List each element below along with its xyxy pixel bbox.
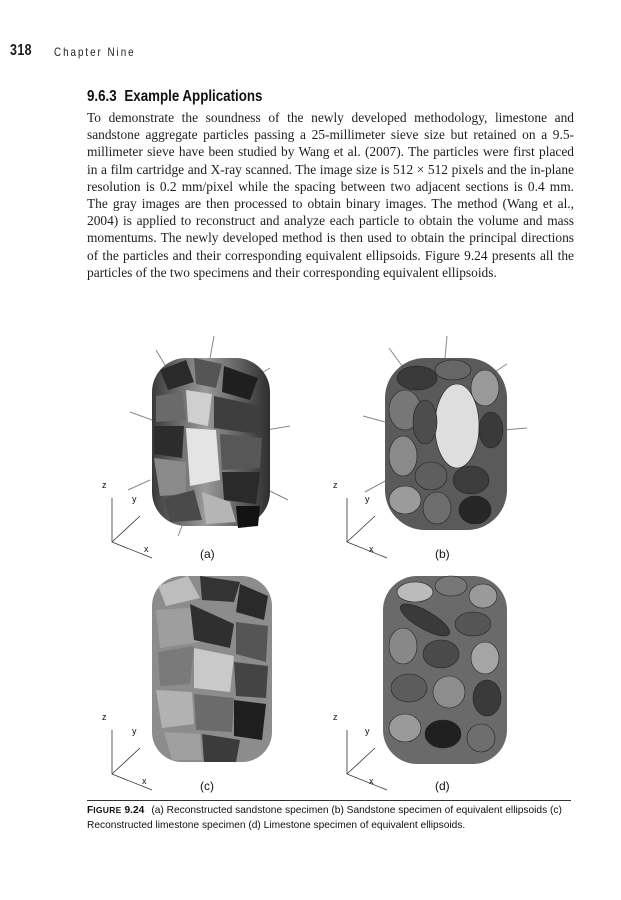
figure-panel-c [90,562,330,797]
figure-label [87,805,144,816]
section-title: Example Applications [124,88,263,105]
figure-panel-d [325,562,565,797]
panel-label-b: (b) [435,547,450,561]
panel-label-c: (c) [200,779,214,793]
axis-label-y: y [365,726,370,736]
page-number: 318 [10,42,32,59]
caption-rule [87,800,571,801]
axis-label-x: x [142,776,147,786]
axis-label-x: x [144,544,149,554]
axis-label-x: x [369,776,374,786]
axes-triad-b [325,330,565,565]
figure-panel-b [325,330,565,565]
axis-label-y: y [132,726,137,736]
figure-number: 9.24 [124,805,145,816]
axes-triad-c [90,562,330,797]
axis-label-y: y [132,494,137,504]
axis-label-x: x [369,544,374,554]
body-paragraph: To demonstrate the soundness of the newly developed methodology, limestone and sandstone aggregate particles passing a 25-millimeter sieve size but retained on a 9.5-millimeter sieve have been studied by Wang et al. (2007). The particles were first placed in a film cartridge and X-ray scanned. The image size is 512 × 512 pixels and the in-plane resolution is 0.2 mm/pixel while the spacing between two adjacent sections is 0.4 mm. The gray images are then processed to obtain binary images. The method (Wang et al., 2004) is applied to reconstruct and analyze each particle to obtain the volume and mass momentums. The newly developed method is then used to obtain the principal directions of the particles and their corresponding equivalent ellipsoids. Figure 9.24 presents all the particles of the two specimens and their corresponding equivalent ellipsoids. [87,110,574,280]
axes-triad-d [325,562,565,797]
panel-label-d: (d) [435,779,450,793]
panel-label-a: (a) [200,547,215,561]
axis-label-z: z [102,480,107,490]
figure-label-smallcaps: IGURE [93,805,122,815]
figure-label-prefix: F [87,805,94,816]
axis-label-y: y [365,494,370,504]
running-head-chapter: Chapter Nine [54,45,136,59]
figure-panel-a [90,330,330,565]
axis-label-z: z [333,480,338,490]
section-heading [87,88,262,106]
axes-triad-a [90,330,330,565]
figure-caption [87,803,579,833]
axis-label-z: z [333,712,338,722]
axis-label-z: z [102,712,107,722]
section-number: 9.6.3 [87,88,117,105]
caption-text: (a) Reconstructed sandstone specimen (b) Sandstone specimen of equivalent ellipsoids (c) Reconstructed limestone specimen (d) Limestone specimen of equivalent ellipsoids. [87,805,562,832]
